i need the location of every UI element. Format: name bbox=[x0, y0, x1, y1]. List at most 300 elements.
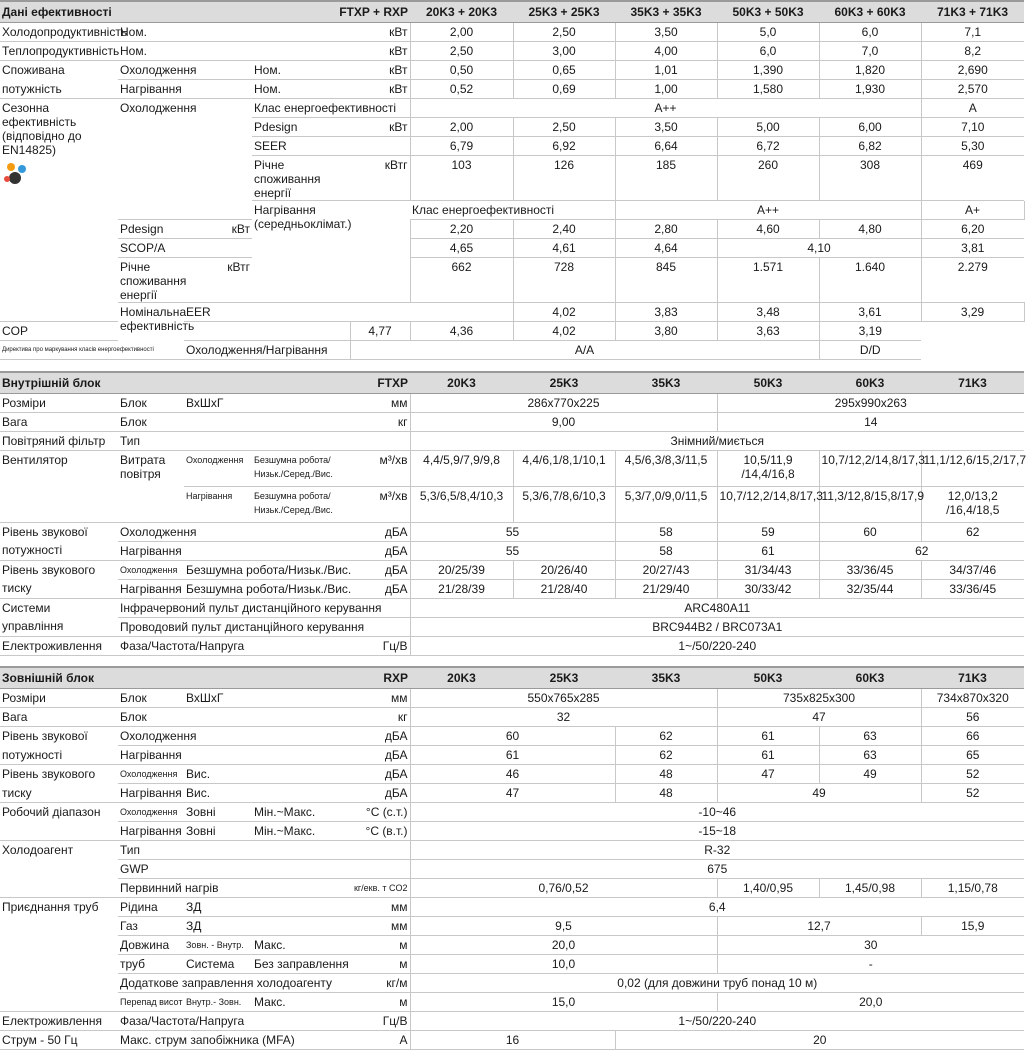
value-cell: 286x770x225 bbox=[410, 393, 717, 412]
row-sub: Тип bbox=[118, 841, 410, 860]
control-ir-row bbox=[0, 598, 1024, 617]
indoor-dims-row bbox=[0, 393, 1024, 412]
model-col: 60K3 + 60K3 bbox=[819, 1, 921, 23]
model-col: 60K3 bbox=[819, 372, 921, 394]
row-sub2: Ном. bbox=[252, 80, 350, 99]
mode-label: Нагрівання bbox=[118, 579, 184, 598]
row-sub: Ном. bbox=[118, 23, 350, 42]
outdoor-weight-row bbox=[0, 708, 1024, 727]
value-cell: 6,64 bbox=[615, 137, 717, 156]
row-label: управління bbox=[0, 617, 118, 636]
unit: кВтг bbox=[350, 156, 410, 201]
model-col: 71K3 + 71K3 bbox=[921, 1, 1024, 23]
value-cell: BRC944B2 / BRC073A1 bbox=[410, 617, 1024, 636]
value-cell: 3,00 bbox=[513, 42, 615, 61]
row-sub: Макс. струм запобіжника (MFA) bbox=[118, 1031, 350, 1050]
row-sub: Вис. bbox=[184, 765, 350, 784]
outdoor-spl-cool-row bbox=[0, 765, 1024, 784]
value-cell: 30/33/42 bbox=[717, 579, 819, 598]
value-cell: 61 bbox=[410, 746, 615, 765]
model-col: 60K3 bbox=[819, 667, 921, 689]
value-cell: 6,20 bbox=[921, 220, 1024, 239]
value-cell: 20/25/39 bbox=[410, 560, 513, 579]
value-cell: 4,64 bbox=[615, 239, 717, 258]
row-sub: Блок bbox=[118, 412, 350, 431]
unit: кВт bbox=[350, 80, 410, 99]
row-sub: Первинний нагрів bbox=[118, 879, 350, 898]
row-sub: Безшумна робота/Низьк./Вис. bbox=[184, 579, 350, 598]
value-cell: 4,61 bbox=[513, 239, 615, 258]
value-cell: 3,50 bbox=[615, 23, 717, 42]
unit: кг bbox=[350, 412, 410, 431]
charge-row bbox=[0, 879, 1024, 898]
row-sub: Pdesign bbox=[118, 220, 184, 239]
value-cell: 56 bbox=[921, 708, 1024, 727]
row-sub: Нагрівання bbox=[118, 746, 350, 765]
section-gap bbox=[0, 360, 1024, 372]
value-cell: 0,69 bbox=[513, 80, 615, 99]
row-sub3: Макс. bbox=[252, 993, 350, 1012]
indoor-swl-heat-row bbox=[0, 541, 1024, 560]
unit: дБА bbox=[350, 579, 410, 598]
value-line-1: 12,0/13,2 bbox=[947, 488, 998, 503]
row-sub: Блок bbox=[118, 689, 184, 708]
unit: дБА bbox=[350, 560, 410, 579]
value-cell: 2,570 bbox=[921, 80, 1024, 99]
row-sub: Перепад висот bbox=[118, 993, 184, 1012]
unit: м bbox=[350, 955, 410, 974]
value-cell: -10~46 bbox=[410, 803, 1024, 822]
value-cell: 66 bbox=[921, 727, 1024, 746]
value-cell: 5,3/6,7/8,6/10,3 bbox=[513, 486, 615, 522]
value-cell: A++ bbox=[410, 99, 921, 118]
value-cell: 2,00 bbox=[410, 118, 513, 137]
row-label-empty bbox=[0, 936, 118, 955]
value-cell: 12,7 bbox=[717, 917, 921, 936]
fan-mode-2: Низьк./Серед./Вис. bbox=[254, 468, 333, 479]
value-cell: 58 bbox=[615, 522, 717, 541]
value-cell: 6,79 bbox=[410, 137, 513, 156]
value-cell: 6,00 bbox=[819, 118, 921, 137]
value-cell: 11,3/12,8/15,8/17,9 bbox=[819, 486, 921, 522]
unit: °C (в.т.) bbox=[350, 822, 410, 841]
value-cell: 15,0 bbox=[410, 993, 717, 1012]
row-sub: Нагрівання bbox=[118, 541, 350, 560]
fan-mode-2: Низьк./Серед./Вис. bbox=[254, 504, 333, 515]
row-label: Робочий діапазон bbox=[2, 805, 101, 820]
value-cell: 3,29 bbox=[921, 303, 1024, 322]
indoor-header bbox=[0, 372, 1024, 394]
indoor-spl-heat-row bbox=[0, 579, 1024, 598]
value-cell: 3,63 bbox=[717, 322, 819, 341]
value-cell: 0,76/0,52 bbox=[410, 879, 717, 898]
efficiency-header bbox=[0, 1, 1024, 23]
fan-flow-label bbox=[118, 450, 184, 522]
value-cell: 1,580 bbox=[717, 80, 819, 99]
indoor-swl-cool-row bbox=[0, 522, 1024, 541]
unit: кг/м bbox=[350, 974, 410, 993]
value-cell: 550x765x285 bbox=[410, 689, 717, 708]
value-cell: - bbox=[717, 955, 1024, 974]
value-cell: 10,7/12,2/14,8/17,3 bbox=[717, 486, 819, 522]
value-cell: 60 bbox=[410, 727, 615, 746]
value-cell: 5,00 bbox=[717, 118, 819, 137]
value-cell: 7,10 bbox=[921, 118, 1024, 137]
value-cell: 52 bbox=[921, 765, 1024, 784]
row-sub: Клас енергоефективності bbox=[252, 99, 410, 118]
fan-cool-row bbox=[0, 450, 1024, 486]
row-sub: SCOP/A bbox=[118, 239, 252, 258]
value-cell: 21/29/40 bbox=[615, 579, 717, 598]
value-cell: 59 bbox=[717, 522, 819, 541]
model-col: 20K3 + 20K3 bbox=[410, 1, 513, 23]
row-label: Розміри bbox=[0, 689, 118, 708]
row-label-empty bbox=[0, 955, 118, 974]
value-cell: 20,0 bbox=[410, 936, 717, 955]
row-sub2: Мін.~Макс. bbox=[252, 803, 350, 822]
value-cell: 2,20 bbox=[410, 220, 513, 239]
value-cell: 1.640 bbox=[819, 258, 921, 303]
row-sub: Рідина bbox=[118, 898, 184, 917]
scop-row bbox=[0, 239, 1024, 258]
value-cell: 30 bbox=[717, 936, 1024, 955]
row-sub: Блок bbox=[118, 393, 184, 412]
unit: мм bbox=[350, 689, 410, 708]
value-cell: 2,50 bbox=[513, 118, 615, 137]
row-sub2: Мін.~Макс. bbox=[252, 822, 350, 841]
outdoor-header bbox=[0, 667, 1024, 689]
value-cell: 6,92 bbox=[513, 137, 615, 156]
unit: м bbox=[350, 936, 410, 955]
value-line-1: 10,5/11,9 bbox=[743, 452, 793, 467]
outdoor-swl-cool-row bbox=[0, 727, 1024, 746]
unit: мм bbox=[350, 898, 410, 917]
model-col: 50K3 + 50K3 bbox=[717, 1, 819, 23]
value-cell: 2,80 bbox=[615, 220, 717, 239]
value-cell: 60 bbox=[819, 522, 921, 541]
value-cell: 49 bbox=[819, 765, 921, 784]
unit: м³/хв bbox=[350, 486, 410, 522]
nominal-label: Номінальна ефективність bbox=[118, 303, 184, 360]
value-cell: 2.279 bbox=[921, 258, 1024, 303]
model-col: 71K3 bbox=[921, 667, 1024, 689]
value-cell: 3,19 bbox=[819, 322, 921, 341]
value-cell: A++ bbox=[615, 201, 921, 220]
section-title: Внутрішній блок bbox=[0, 372, 252, 394]
value-cell: 5,30 bbox=[921, 137, 1024, 156]
model-col: 20K3 bbox=[410, 372, 513, 394]
value-cell: 735x825x300 bbox=[717, 689, 921, 708]
value-cell: 308 bbox=[819, 156, 921, 201]
value-cell: 4,65 bbox=[410, 239, 513, 258]
row-sub: Директива про маркування класів енергоефективності bbox=[0, 341, 184, 360]
value-cell: 65 bbox=[921, 746, 1024, 765]
value-cell: 3,81 bbox=[921, 239, 1024, 258]
row-sub: Нагрівання bbox=[118, 80, 252, 99]
value-cell: 4,60 bbox=[717, 220, 819, 239]
value-cell: A+ bbox=[921, 201, 1024, 220]
row-label-empty bbox=[0, 993, 118, 1012]
value-cell: 5,3/6,5/8,4/10,3 bbox=[410, 486, 513, 522]
value-cell: 62 bbox=[615, 727, 717, 746]
value-cell: 7,0 bbox=[819, 42, 921, 61]
value-cell: 32/35/44 bbox=[819, 579, 921, 598]
row-label: Рівень звукової bbox=[2, 524, 88, 539]
row-label: Холодоагент bbox=[2, 843, 74, 858]
value-cell: 7,1 bbox=[921, 23, 1024, 42]
row-sub: Клас енергоефективності bbox=[410, 201, 615, 220]
value-cell: 2,00 bbox=[410, 23, 513, 42]
value-cell: 728 bbox=[513, 258, 615, 303]
row-sub: GWP bbox=[118, 860, 410, 879]
unit: дБА bbox=[350, 727, 410, 746]
value-cell: 1,390 bbox=[717, 61, 819, 80]
value-cell: 4,5/6,3/8,3/11,5 bbox=[615, 450, 717, 486]
value-cell: 2,50 bbox=[513, 23, 615, 42]
gwp-row bbox=[0, 860, 1024, 879]
value-cell: 3,61 bbox=[819, 303, 921, 322]
value-cell: 34/37/46 bbox=[921, 560, 1024, 579]
outdoor-dims-row bbox=[0, 689, 1024, 708]
value-cell: 21/28/40 bbox=[513, 579, 615, 598]
value-cell-multiline bbox=[717, 450, 819, 486]
refrigerant-type-row bbox=[0, 841, 1024, 860]
value-cell: 62 bbox=[819, 541, 1024, 560]
value-cell: 20/26/40 bbox=[513, 560, 615, 579]
row-sub: Pdesign bbox=[252, 118, 350, 137]
row-label: Рівень звукового bbox=[2, 562, 96, 577]
value-cell: 1,45/0,98 bbox=[819, 879, 921, 898]
fan-mode bbox=[252, 450, 350, 486]
height-diff-row bbox=[0, 993, 1024, 1012]
model-col: 25K3 bbox=[513, 667, 615, 689]
value-cell: 62 bbox=[921, 522, 1024, 541]
value-cell: R-32 bbox=[410, 841, 1024, 860]
seasonal-cool-class-row bbox=[0, 99, 1024, 118]
unit: Гц/В bbox=[350, 1012, 410, 1031]
seasonal-label bbox=[0, 99, 118, 322]
value-cell: 6,4 bbox=[410, 898, 1024, 917]
unit: Гц/В bbox=[350, 636, 410, 655]
row-label-empty bbox=[0, 822, 118, 841]
seasonal-label-text: Сезонна ефективність (відповідно до EN14825) bbox=[2, 101, 82, 157]
row-sub: Тип bbox=[118, 431, 410, 450]
model-col: 25K3 bbox=[513, 372, 615, 394]
row-label: Холодопродуктивність bbox=[0, 23, 118, 42]
value-cell: 62 bbox=[615, 746, 717, 765]
row-label: потужності bbox=[0, 746, 118, 765]
unit: A bbox=[350, 1031, 410, 1050]
value-cell: 3,48 bbox=[717, 303, 819, 322]
value-cell: -15~18 bbox=[410, 822, 1024, 841]
combo-code: FTXP + RXP bbox=[252, 1, 410, 23]
row-label-empty bbox=[0, 860, 118, 879]
outdoor-power-row bbox=[0, 1012, 1024, 1031]
unit: дБА bbox=[350, 765, 410, 784]
value-cell: 33/36/45 bbox=[921, 579, 1024, 598]
value-cell: 9,5 bbox=[410, 917, 717, 936]
mode-label: Охолодження bbox=[118, 803, 184, 822]
value-cell: 469 bbox=[921, 156, 1024, 201]
row-label-empty bbox=[0, 974, 118, 993]
value-cell: 47 bbox=[410, 784, 615, 803]
value-cell: ARC480A11 bbox=[410, 598, 1024, 617]
value-cell: 103 bbox=[410, 156, 513, 201]
value-cell: D/D bbox=[819, 341, 921, 360]
range-cool-row bbox=[0, 803, 1024, 822]
value-cell: 48 bbox=[615, 765, 717, 784]
value-cell: A/A bbox=[350, 341, 819, 360]
row-sub2: Внутр.- Зовн. bbox=[184, 993, 252, 1012]
value-cell: 6,0 bbox=[717, 42, 819, 61]
row-sub2: Зовн. - Внутр. bbox=[184, 936, 252, 955]
row-label: Приєднання труб bbox=[2, 900, 99, 915]
directive-row bbox=[0, 341, 1024, 360]
value-cell: 1~/50/220-240 bbox=[410, 1012, 1024, 1031]
seasonal-heat-pdesign-row bbox=[0, 220, 1024, 239]
row-label-empty bbox=[0, 917, 118, 936]
value-cell: 48 bbox=[615, 784, 717, 803]
mode-label: Охолодження bbox=[118, 765, 184, 784]
value-cell: 52 bbox=[921, 784, 1024, 803]
value-line-2: /14,4/16,8 bbox=[741, 466, 795, 481]
mode-label: Нагрівання bbox=[184, 486, 252, 522]
outdoor-code: RXP bbox=[252, 667, 410, 689]
unit: м bbox=[350, 993, 410, 1012]
value-cell: 10,0 bbox=[410, 955, 717, 974]
row-sub: COP bbox=[0, 322, 350, 341]
row-sub: Річне споживання енергії bbox=[118, 258, 184, 303]
row-label: Повітряний фільтр bbox=[0, 431, 118, 450]
value-cell: 20,0 bbox=[717, 993, 1024, 1012]
value-cell: 4,4/5,9/7,9/9,8 bbox=[410, 450, 513, 486]
value-cell: 2,50 bbox=[410, 42, 513, 61]
value-cell: 6,72 bbox=[717, 137, 819, 156]
pipe-length-row bbox=[0, 936, 1024, 955]
row-label: Розміри bbox=[0, 393, 118, 412]
value-cell: 3,83 bbox=[615, 303, 717, 322]
row-label: тиску bbox=[0, 784, 118, 803]
unit: кг bbox=[350, 708, 410, 727]
value-cell: 2,690 bbox=[921, 61, 1024, 80]
value-cell: 33/36/45 bbox=[819, 560, 921, 579]
model-col: 35K3 + 35K3 bbox=[615, 1, 717, 23]
indoor-code: FTXP bbox=[252, 372, 410, 394]
row-sub: Блок bbox=[118, 708, 350, 727]
heat-annual-row bbox=[0, 258, 1024, 303]
value-cell: 4,36 bbox=[410, 322, 513, 341]
value-cell: 1~/50/220-240 bbox=[410, 636, 1024, 655]
unit: кВт bbox=[350, 23, 410, 42]
row-sub2: ЗД bbox=[184, 917, 350, 936]
unit: мм bbox=[350, 917, 410, 936]
heating-capacity-row bbox=[0, 42, 1024, 61]
value-cell: 1,15/0,78 bbox=[921, 879, 1024, 898]
row-sub2: ВхШхГ bbox=[184, 393, 350, 412]
section-gap bbox=[0, 655, 1024, 667]
value-cell: 4,10 bbox=[717, 239, 921, 258]
unit: кВт bbox=[350, 61, 410, 80]
value-cell: 32 bbox=[410, 708, 717, 727]
value-cell: 63 bbox=[819, 727, 921, 746]
unit: кг/екв. т CO2 bbox=[350, 879, 410, 898]
row-sub2: ВхШхГ bbox=[184, 689, 350, 708]
row-label: Вага bbox=[0, 708, 118, 727]
value-cell: 6,82 bbox=[819, 137, 921, 156]
value-cell: 4,02 bbox=[513, 322, 615, 341]
value-cell: 8,2 bbox=[921, 42, 1024, 61]
value-cell: 4,4/6,1/8,1/10,1 bbox=[513, 450, 615, 486]
unit: дБА bbox=[350, 541, 410, 560]
fan-mode-1: Безшумна робота/ bbox=[254, 454, 331, 465]
row-sub: Додаткове заправлення холодоагенту bbox=[118, 974, 350, 993]
row-sub: Охолодження bbox=[118, 522, 350, 541]
pipe-liquid-row bbox=[0, 898, 1024, 917]
row-label: потужності bbox=[0, 541, 118, 560]
current-row bbox=[0, 1031, 1024, 1050]
row-label: Теплопродуктивність bbox=[0, 42, 118, 61]
value-cell: 2,40 bbox=[513, 220, 615, 239]
section-title: Зовнішній блок bbox=[0, 667, 252, 689]
value-cell: 31/34/43 bbox=[717, 560, 819, 579]
value-cell: 126 bbox=[513, 156, 615, 201]
unit: дБА bbox=[350, 746, 410, 765]
value-cell: 662 bbox=[410, 258, 513, 303]
seasonal-heat-label: Нагрівання (середньоклімат.) bbox=[252, 201, 410, 303]
indoor-spl-cool-row bbox=[0, 560, 1024, 579]
unit: кВт bbox=[350, 42, 410, 61]
value-cell: 47 bbox=[717, 765, 819, 784]
mode-label: Нагрівання bbox=[118, 822, 184, 841]
value-cell: 0,02 (для довжини труб понад 10 м) bbox=[410, 974, 1024, 993]
row-label: Електроживлення bbox=[0, 636, 118, 655]
value-cell: 46 bbox=[410, 765, 615, 784]
row-sub: Зовні bbox=[184, 822, 252, 841]
value-cell: 55 bbox=[410, 541, 615, 560]
value-cell: 61 bbox=[717, 746, 819, 765]
value-cell: 11,1/12,6/15,2/17,7 bbox=[921, 450, 1024, 486]
range-heat-row bbox=[0, 822, 1024, 841]
value-cell: 47 bbox=[717, 708, 921, 727]
unit: дБА bbox=[350, 522, 410, 541]
model-col: 20K3 bbox=[410, 667, 513, 689]
power-input-heat-row bbox=[0, 80, 1024, 99]
row-label: потужність bbox=[0, 80, 118, 99]
cooling-capacity-row bbox=[0, 23, 1024, 42]
model-col: 71K3 bbox=[921, 372, 1024, 394]
value-cell: 5,0 bbox=[717, 23, 819, 42]
row-sub: SEER bbox=[252, 137, 410, 156]
value-cell: 4,77 bbox=[350, 322, 410, 341]
unit: кВт bbox=[350, 118, 410, 137]
value-cell: 260 bbox=[717, 156, 819, 201]
row-sub2: Система bbox=[184, 955, 252, 974]
value-cell: 61 bbox=[717, 541, 819, 560]
row-label: Рівень звукової bbox=[2, 729, 88, 744]
unit: кВт bbox=[184, 220, 252, 239]
value-cell: 1,00 bbox=[615, 80, 717, 99]
value-cell: Знімний/миється bbox=[410, 431, 1024, 450]
mode-label: Охолодження bbox=[184, 450, 252, 486]
value-cell: 5,3/7,0/9,0/11,5 bbox=[615, 486, 717, 522]
model-col: 50K3 bbox=[717, 667, 819, 689]
row-sub: Фаза/Частота/Напруга bbox=[118, 636, 350, 655]
model-col: 35K3 bbox=[615, 667, 717, 689]
row-sub3: Без заправлення bbox=[252, 955, 350, 974]
row-label: Споживана bbox=[2, 63, 65, 78]
indoor-weight-row bbox=[0, 412, 1024, 431]
row-sub: Довжина bbox=[118, 936, 184, 955]
